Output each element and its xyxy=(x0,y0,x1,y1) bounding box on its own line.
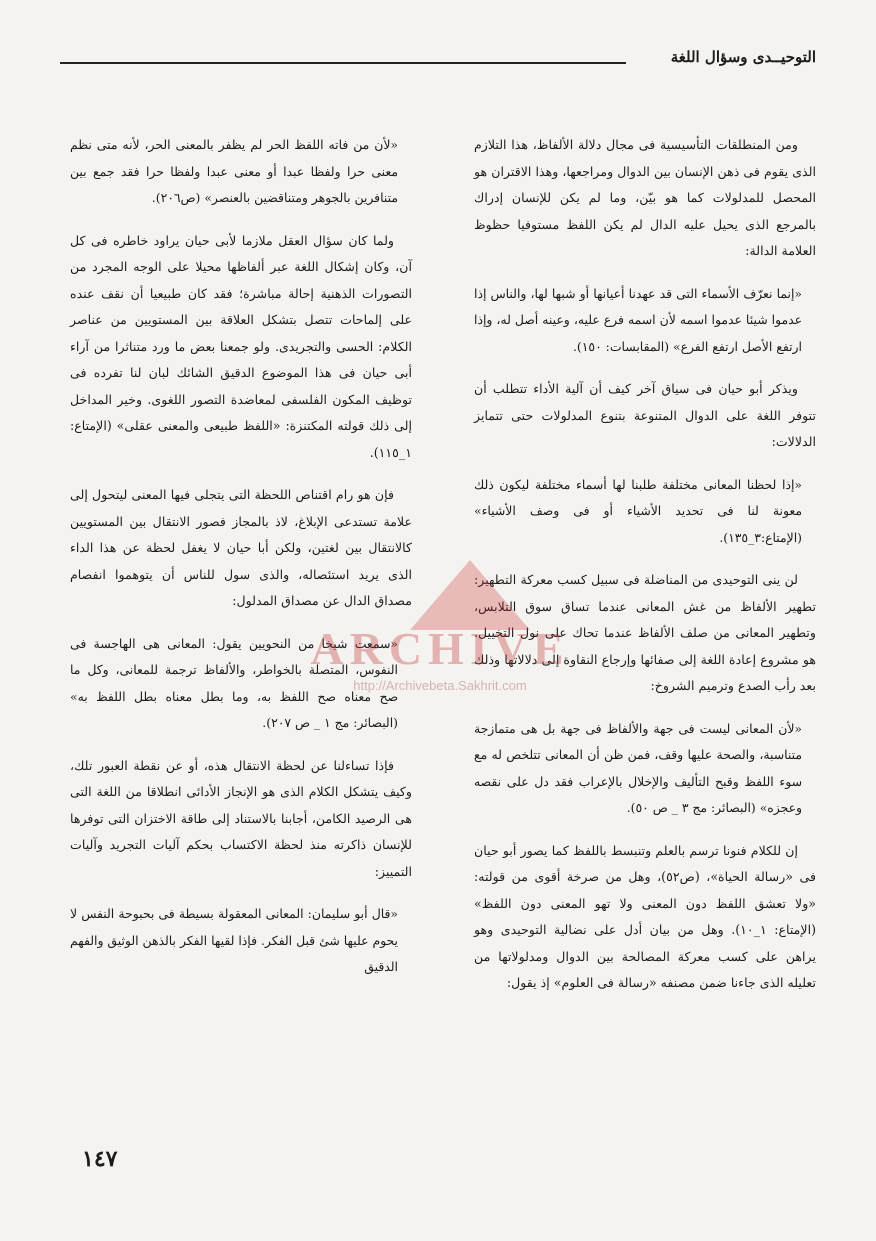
paragraph: لن ينى التوحيدى من المناضلة فى سبيل كسب معركة التطهير: تطهير الألفاظ من غش المعانى عندما تساق سوق التلابس، وتطهير المعانى من صلف الألفاظ عندما تحاك على نول التخييل. هو مشروع إعادة اللغة إلى صفائها وإرجاع النقاوة إلى دلالاتها وذلك بعد رأب الصدع وترميم الشروخ: xyxy=(474,572,816,693)
quotation: «إنما نعرّف الأسماء التى قد عهدنا أعيانها أو شبها لها، والناس إذا عدموا شيئا عدموا اسمه لأن اسمه فرع عليه، وعينه أصل له، وإذا ارتفع الأصل ارتفع الفرع» (المقابسات: ١٥٠). xyxy=(474,285,802,354)
quotation: «إذا لحظنا المعانى مختلفة طلبنا لها أسماء مختلفة ليكون ذلك معونة لنا فى تحديد الأشياء أو فى وصف الأشياء» (الإمتاع:٣_١٣٥). xyxy=(474,476,802,545)
paragraph: فإن هو رام اقتناص اللحظة التى يتجلى فيها المعنى ليتحول إلى علامة تستدعى الإبلاغ، لاذ بالمجاز فصور الانتقال بين المستويين كالانتقال بين لغتين، ولكن أبا حيان لا يغفل لحظة عن هذا الداء الذى يريد استئصاله، والذى سول للناس أن يتوهموا انفصام مصداق الدال عن مصداق المدلول: xyxy=(70,487,412,608)
paragraph: فإذا تساءلنا عن لحظة الانتقال هذه، أو عن نقطة العبور تلك، وكيف يتشكل الكلام الذى هو الإنجاز الأدائى انطلاقا من اللغة التى هى الرصيد الكامن، أجابنا بالاستناد إلى طاقة الاختزان التى توفرها للإنسان ذاكرته منذ لحظة الاكتساب بحكم آليات التجريد وآليات التمييز: xyxy=(70,757,412,879)
paragraph: ومن المنطلقات التأسيسية فى مجال دلالة الألفاظ، هذا التلازم الذى يقوم فى ذهن الإنسان بين الدوال ومراجعها، وهذا الاقتران هو المحصل للمدلولات كما هو بيّن، وما لم يكن للإنسان إدراك بالمرجع الذى يحيل عليه الدال لم يكن اللفظ مستوفيا حظوظ العلامة الدالة: xyxy=(474,137,816,258)
quotation: «لأن من فاته اللفظ الحر لم يظفر بالمعنى الحر، لأنه متى نظم معنى حرا ولفظا عبدا أو معنى عبدا ولفظا حرا فقد جمع بين متنافرين بالجوهر ومتناقضين بالعنصر» (ص٢٠٦). xyxy=(70,137,398,205)
quotation: «قال أبو سليمان: المعانى المعقولة بسيطة فى بحبوحة النفس لا يحوم عليها شئ قبل الفكر. فإذا لقيها الفكر بالذهن الوثيق والفهم الدقيق xyxy=(70,906,398,974)
page-header xyxy=(60,48,816,78)
running-title: التوحيــدى وسؤال اللغة xyxy=(670,48,816,66)
paragraph: ولما كان سؤال العقل ملازما لأبى حيان يراود خاطره فى كل آن، وكان إشكال اللغة عبر ألفاظها محيلا على الوجه المجرد من التصورات الذهنية إحالة مباشرة؛ فقد كان طبيعيا أن نقف عنده على إلماحات تتصل بتشكل العلاقة بين المستويين من عناصر الكلام: الحسى والتجريدى. ولو جمعنا بعض ما ورد متناثرا من آراء أبى حيان فى هذا الموضوع الدقيق الشائك لبان لنا تفرده فى توظيف المكون الفلسفى لمعاضدة التصور اللغوى. وخير المداخل إلى ذلك قولته المكتنزة: «اللفظ طبيعى والمعنى عقلى» (الإمتاع: ١_١١٥). xyxy=(70,232,412,460)
watermark-text: ARCHIVE xyxy=(310,623,570,674)
left-column xyxy=(70,132,412,997)
paragraph: ويذكر أبو حيان فى سياق آخر كيف أن آلية الأداء تتطلب أن تتوفر اللغة على الدوال المتنوعة بتنوع المدلولات حتى تتمايز الدلالات: xyxy=(474,381,816,449)
paragraph: إن للكلام فنونا ترسم بالعلم وتنبسط باللفظ كما يصور أبو حيان فى «رسالة الحياة»، (ص٥٢)، وهل من صرخة أقوى من قولته: «ولا تعشق اللفظ دون المعنى ولا تهو المعنى دون اللفظ» (الإمتاع: ١_١٠). وهل من بيان أدل على نضالية التوحيدى وهو يراهن على كسب معركة المصالحة بين الدوال ومدلولاتها من تعليله الذى جاءنا ضمن مصنفه «رسالة فى العلوم» إذ يقول: xyxy=(474,842,816,990)
quotation: «لأن المعانى ليست فى جهة والألفاظ فى جهة بل هى متمازجة متناسبة، والصحة عليها وقف، فمن ظن أن المعانى تتلخص له مع سوء اللفظ وقبح التأليف والإخلال بالإعراب فقد دل على نقصه وعجزه» (البصائر: مج ٣ _ ص ٥٠). xyxy=(474,720,802,815)
page-number: ١٤٧ xyxy=(82,1146,118,1172)
right-column xyxy=(474,132,816,1013)
watermark-url: http://Archivebeta.Sakhrit.com xyxy=(353,678,527,693)
header-rule xyxy=(60,62,626,64)
quotation: «سمعت شيخا من النحويين يقول: المعانى هى الهاجسة فى النفوس، المتصلة بالخواطر، والألفاظ ترجمة للمعانى، وكل ما صح معناه صح اللفظ به، وما بطل معناه بطل اللفظ به» (البصائر: مج ١ _ ص ٢٠٧). xyxy=(70,635,398,730)
